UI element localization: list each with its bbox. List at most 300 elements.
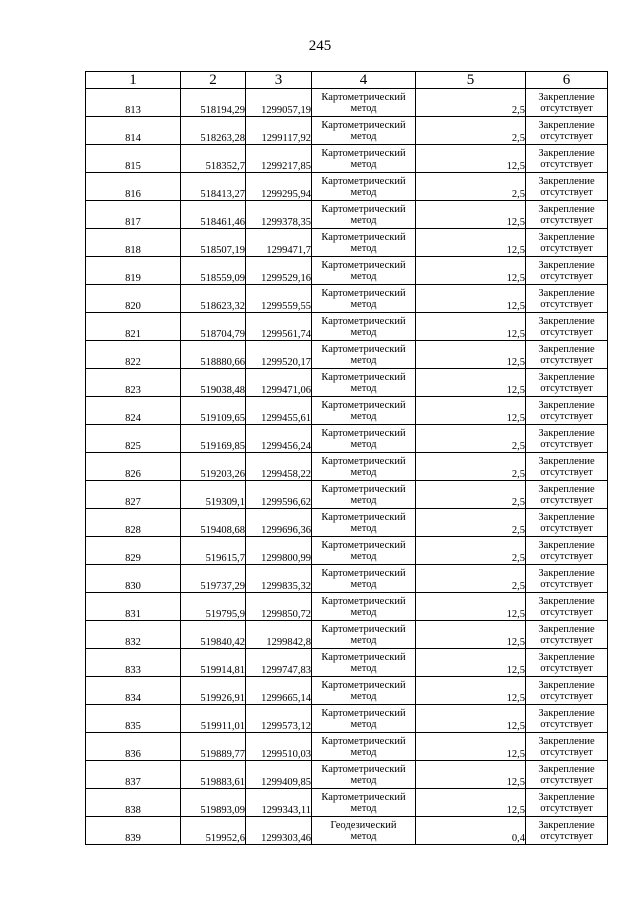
table-row: [86, 145, 608, 173]
column-header: 4: [312, 72, 416, 89]
method-cell-line: Геодезический: [330, 819, 397, 831]
fixing-cell-line: отсутствует: [540, 214, 593, 226]
method-cell: [312, 537, 416, 565]
table-row: [86, 621, 608, 649]
fixing-cell-line: отсутствует: [540, 774, 593, 786]
point-number-cell: 818: [86, 229, 181, 257]
table-header-row: [86, 72, 608, 89]
method-cell: [312, 509, 416, 537]
method-cell-line: метод: [350, 466, 377, 478]
fixing-cell: [526, 285, 608, 313]
fixing-cell-line: Закрепление: [538, 763, 595, 775]
fixing-cell: [526, 453, 608, 481]
method-cell-line: Картометрический: [321, 707, 406, 719]
x-coordinate-cell: 518263,28: [181, 117, 246, 145]
column-header: 3: [246, 72, 312, 89]
fixing-cell: [526, 257, 608, 285]
fixing-cell: [526, 117, 608, 145]
fixing-cell: [526, 733, 608, 761]
point-number-cell: 815: [86, 145, 181, 173]
fixing-cell-line: Закрепление: [538, 595, 595, 607]
point-number-cell: 820: [86, 285, 181, 313]
method-cell-line: метод: [350, 102, 377, 114]
fixing-cell-line: отсутствует: [540, 326, 593, 338]
y-coordinate-cell: 1299343,11: [246, 789, 312, 817]
table-row: [86, 313, 608, 341]
fixing-cell-line: отсутствует: [540, 578, 593, 590]
fixing-cell-line: Закрепление: [538, 707, 595, 719]
table-row: [86, 89, 608, 117]
method-cell-line: Картометрический: [321, 119, 406, 131]
fixing-cell-line: Закрепление: [538, 427, 595, 439]
fixing-cell-line: отсутствует: [540, 550, 593, 562]
fixing-cell-line: отсутствует: [540, 690, 593, 702]
fixing-cell-line: Закрепление: [538, 91, 595, 103]
accuracy-cell: 12,5: [416, 621, 526, 649]
x-coordinate-cell: 519038,48: [181, 369, 246, 397]
fixing-cell-line: Закрепление: [538, 567, 595, 579]
fixing-cell-line: Закрепление: [538, 791, 595, 803]
method-cell: [312, 621, 416, 649]
point-number-cell: 828: [86, 509, 181, 537]
method-cell-line: Картометрический: [321, 147, 406, 159]
table-row: [86, 509, 608, 537]
y-coordinate-cell: 1299456,24: [246, 425, 312, 453]
method-cell-line: метод: [350, 214, 377, 226]
y-coordinate-cell: 1299665,14: [246, 677, 312, 705]
method-cell-line: Картометрический: [321, 623, 406, 635]
method-cell-line: метод: [350, 522, 377, 534]
fixing-cell: [526, 173, 608, 201]
point-number-cell: 822: [86, 341, 181, 369]
table-row: [86, 817, 608, 845]
point-number-cell: 832: [86, 621, 181, 649]
fixing-cell: [526, 201, 608, 229]
point-number-cell: 837: [86, 761, 181, 789]
y-coordinate-cell: 1299217,85: [246, 145, 312, 173]
fixing-cell: [526, 621, 608, 649]
fixing-cell: [526, 537, 608, 565]
fixing-cell-line: отсутствует: [540, 746, 593, 758]
fixing-cell-line: отсутствует: [540, 130, 593, 142]
fixing-cell-line: Закрепление: [538, 483, 595, 495]
table-row: [86, 537, 608, 565]
fixing-cell-line: Закрепление: [538, 679, 595, 691]
method-cell-line: метод: [350, 242, 377, 254]
fixing-cell-line: Закрепление: [538, 175, 595, 187]
method-cell: [312, 705, 416, 733]
accuracy-cell: 12,5: [416, 593, 526, 621]
fixing-cell-line: Закрепление: [538, 259, 595, 271]
method-cell: [312, 285, 416, 313]
accuracy-cell: 2,5: [416, 565, 526, 593]
fixing-cell: [526, 397, 608, 425]
method-cell: [312, 565, 416, 593]
y-coordinate-cell: 1299458,22: [246, 453, 312, 481]
fixing-cell-line: Закрепление: [538, 651, 595, 663]
point-number-cell: 835: [86, 705, 181, 733]
fixing-cell-line: Закрепление: [538, 147, 595, 159]
column-header: 6: [526, 72, 608, 89]
fixing-cell-line: отсутствует: [540, 354, 593, 366]
x-coordinate-cell: 519795,9: [181, 593, 246, 621]
fixing-cell-line: Закрепление: [538, 203, 595, 215]
fixing-cell: [526, 705, 608, 733]
fixing-cell: [526, 341, 608, 369]
x-coordinate-cell: 519914,81: [181, 649, 246, 677]
fixing-cell-line: Закрепление: [538, 735, 595, 747]
method-cell: [312, 733, 416, 761]
method-cell-line: Картометрический: [321, 427, 406, 439]
table-row: [86, 425, 608, 453]
method-cell-line: Картометрический: [321, 539, 406, 551]
table-row: [86, 117, 608, 145]
method-cell-line: метод: [350, 410, 377, 422]
fixing-cell-line: отсутствует: [540, 186, 593, 198]
point-number-cell: 813: [86, 89, 181, 117]
method-cell: [312, 229, 416, 257]
y-coordinate-cell: 1299747,83: [246, 649, 312, 677]
method-cell-line: метод: [350, 718, 377, 730]
fixing-cell: [526, 789, 608, 817]
fixing-cell-line: отсутствует: [540, 522, 593, 534]
x-coordinate-cell: 519309,1: [181, 481, 246, 509]
method-cell: [312, 649, 416, 677]
fixing-cell-line: Закрепление: [538, 819, 595, 831]
accuracy-cell: 2,5: [416, 173, 526, 201]
table-row: [86, 565, 608, 593]
fixing-cell-line: отсутствует: [540, 102, 593, 114]
method-cell-line: Картометрический: [321, 511, 406, 523]
table-row: [86, 677, 608, 705]
table-row: [86, 789, 608, 817]
fixing-cell: [526, 313, 608, 341]
accuracy-cell: 12,5: [416, 761, 526, 789]
accuracy-cell: 2,5: [416, 537, 526, 565]
y-coordinate-cell: 1299559,55: [246, 285, 312, 313]
method-cell-line: Картометрический: [321, 203, 406, 215]
method-cell-line: метод: [350, 298, 377, 310]
y-coordinate-cell: 1299510,03: [246, 733, 312, 761]
point-number-cell: 833: [86, 649, 181, 677]
method-cell: [312, 201, 416, 229]
y-coordinate-cell: 1299561,74: [246, 313, 312, 341]
accuracy-cell: 12,5: [416, 649, 526, 677]
table-row: [86, 229, 608, 257]
point-number-cell: 839: [86, 817, 181, 845]
accuracy-cell: 12,5: [416, 397, 526, 425]
method-cell: [312, 397, 416, 425]
method-cell-line: Картометрический: [321, 595, 406, 607]
fixing-cell-line: отсутствует: [540, 830, 593, 842]
method-cell-line: метод: [350, 494, 377, 506]
y-coordinate-cell: 1299409,85: [246, 761, 312, 789]
fixing-cell-line: Закрепление: [538, 539, 595, 551]
fixing-cell-line: Закрепление: [538, 399, 595, 411]
method-cell: [312, 341, 416, 369]
fixing-cell-line: отсутствует: [540, 466, 593, 478]
method-cell-line: метод: [350, 186, 377, 198]
method-cell-line: метод: [350, 326, 377, 338]
table-row: [86, 285, 608, 313]
table-body: [86, 89, 608, 845]
method-cell-line: Картометрический: [321, 455, 406, 467]
fixing-cell: [526, 425, 608, 453]
x-coordinate-cell: 518352,7: [181, 145, 246, 173]
method-cell-line: метод: [350, 130, 377, 142]
method-cell-line: метод: [350, 578, 377, 590]
method-cell: [312, 257, 416, 285]
accuracy-cell: 0,4: [416, 817, 526, 845]
point-number-cell: 816: [86, 173, 181, 201]
y-coordinate-cell: 1299835,32: [246, 565, 312, 593]
y-coordinate-cell: 1299471,7: [246, 229, 312, 257]
method-cell-line: метод: [350, 802, 377, 814]
accuracy-cell: 12,5: [416, 789, 526, 817]
point-number-cell: 829: [86, 537, 181, 565]
x-coordinate-cell: 518461,46: [181, 201, 246, 229]
x-coordinate-cell: 518413,27: [181, 173, 246, 201]
y-coordinate-cell: 1299057,19: [246, 89, 312, 117]
y-coordinate-cell: 1299800,99: [246, 537, 312, 565]
method-cell-line: метод: [350, 550, 377, 562]
x-coordinate-cell: 519911,01: [181, 705, 246, 733]
accuracy-cell: 12,5: [416, 705, 526, 733]
accuracy-cell: 2,5: [416, 89, 526, 117]
method-cell-line: Картометрический: [321, 763, 406, 775]
method-cell-line: метод: [350, 830, 377, 842]
method-cell-line: Картометрический: [321, 679, 406, 691]
x-coordinate-cell: 518194,29: [181, 89, 246, 117]
point-number-cell: 821: [86, 313, 181, 341]
accuracy-cell: 12,5: [416, 201, 526, 229]
y-coordinate-cell: 1299117,92: [246, 117, 312, 145]
point-number-cell: 814: [86, 117, 181, 145]
column-header: 2: [181, 72, 246, 89]
accuracy-cell: 12,5: [416, 369, 526, 397]
table-row: [86, 369, 608, 397]
method-cell-line: Картометрический: [321, 287, 406, 299]
y-coordinate-cell: 1299295,94: [246, 173, 312, 201]
method-cell-line: Картометрический: [321, 791, 406, 803]
fixing-cell-line: отсутствует: [540, 298, 593, 310]
table-row: [86, 173, 608, 201]
accuracy-cell: 12,5: [416, 285, 526, 313]
x-coordinate-cell: 518507,19: [181, 229, 246, 257]
y-coordinate-cell: 1299378,35: [246, 201, 312, 229]
x-coordinate-cell: 519952,6: [181, 817, 246, 845]
method-cell: [312, 481, 416, 509]
fixing-cell-line: отсутствует: [540, 270, 593, 282]
method-cell: [312, 313, 416, 341]
method-cell-line: Картометрический: [321, 399, 406, 411]
x-coordinate-cell: 519169,85: [181, 425, 246, 453]
x-coordinate-cell: 519840,42: [181, 621, 246, 649]
method-cell: [312, 117, 416, 145]
fixing-cell: [526, 229, 608, 257]
accuracy-cell: 2,5: [416, 453, 526, 481]
method-cell-line: Картометрический: [321, 315, 406, 327]
x-coordinate-cell: 519615,7: [181, 537, 246, 565]
x-coordinate-cell: 518880,66: [181, 341, 246, 369]
x-coordinate-cell: 519109,65: [181, 397, 246, 425]
method-cell: [312, 677, 416, 705]
fixing-cell-line: отсутствует: [540, 438, 593, 450]
table-row: [86, 453, 608, 481]
method-cell-line: Картометрический: [321, 259, 406, 271]
fixing-cell-line: Закрепление: [538, 371, 595, 383]
x-coordinate-cell: 519926,91: [181, 677, 246, 705]
fixing-cell: [526, 145, 608, 173]
accuracy-cell: 2,5: [416, 509, 526, 537]
method-cell: [312, 369, 416, 397]
x-coordinate-cell: 519889,77: [181, 733, 246, 761]
x-coordinate-cell: 519893,09: [181, 789, 246, 817]
y-coordinate-cell: 1299471,06: [246, 369, 312, 397]
y-coordinate-cell: 1299520,17: [246, 341, 312, 369]
method-cell: [312, 425, 416, 453]
fixing-cell: [526, 817, 608, 845]
method-cell: [312, 761, 416, 789]
point-number-cell: 817: [86, 201, 181, 229]
point-number-cell: 827: [86, 481, 181, 509]
page-number: 245: [308, 38, 332, 54]
coordinates-table: [85, 71, 608, 845]
method-cell-line: метод: [350, 270, 377, 282]
method-cell-line: Картометрический: [321, 231, 406, 243]
accuracy-cell: 12,5: [416, 257, 526, 285]
x-coordinate-cell: 519737,29: [181, 565, 246, 593]
fixing-cell: [526, 565, 608, 593]
x-coordinate-cell: 519408,68: [181, 509, 246, 537]
fixing-cell-line: Закрепление: [538, 455, 595, 467]
method-cell: [312, 789, 416, 817]
table-row: [86, 649, 608, 677]
y-coordinate-cell: 1299455,61: [246, 397, 312, 425]
accuracy-cell: 12,5: [416, 733, 526, 761]
fixing-cell-line: отсутствует: [540, 606, 593, 618]
accuracy-cell: 2,5: [416, 481, 526, 509]
fixing-cell-line: Закрепление: [538, 623, 595, 635]
fixing-cell-line: отсутствует: [540, 662, 593, 674]
accuracy-cell: 12,5: [416, 229, 526, 257]
fixing-cell: [526, 481, 608, 509]
fixing-cell: [526, 369, 608, 397]
method-cell-line: метод: [350, 774, 377, 786]
point-number-cell: 838: [86, 789, 181, 817]
x-coordinate-cell: 518704,79: [181, 313, 246, 341]
method-cell: [312, 173, 416, 201]
method-cell-line: метод: [350, 354, 377, 366]
point-number-cell: 819: [86, 257, 181, 285]
point-number-cell: 830: [86, 565, 181, 593]
accuracy-cell: 12,5: [416, 145, 526, 173]
accuracy-cell: 2,5: [416, 117, 526, 145]
method-cell-line: метод: [350, 634, 377, 646]
method-cell: [312, 593, 416, 621]
fixing-cell-line: Закрепление: [538, 511, 595, 523]
method-cell: [312, 817, 416, 845]
accuracy-cell: 12,5: [416, 677, 526, 705]
accuracy-cell: 12,5: [416, 313, 526, 341]
method-cell-line: Картометрический: [321, 371, 406, 383]
fixing-cell: [526, 509, 608, 537]
column-header: 5: [416, 72, 526, 89]
y-coordinate-cell: 1299696,36: [246, 509, 312, 537]
method-cell-line: Картометрический: [321, 91, 406, 103]
method-cell-line: метод: [350, 606, 377, 618]
fixing-cell-line: Закрепление: [538, 315, 595, 327]
y-coordinate-cell: 1299850,72: [246, 593, 312, 621]
fixing-cell-line: отсутствует: [540, 158, 593, 170]
fixing-cell-line: Закрепление: [538, 343, 595, 355]
method-cell-line: Картометрический: [321, 483, 406, 495]
fixing-cell-line: Закрепление: [538, 119, 595, 131]
table-row: [86, 481, 608, 509]
fixing-cell-line: отсутствует: [540, 718, 593, 730]
fixing-cell-line: отсутствует: [540, 494, 593, 506]
table-row: [86, 257, 608, 285]
fixing-cell-line: отсутствует: [540, 802, 593, 814]
x-coordinate-cell: 518623,32: [181, 285, 246, 313]
y-coordinate-cell: 1299573,12: [246, 705, 312, 733]
method-cell-line: Картометрический: [321, 175, 406, 187]
x-coordinate-cell: 518559,09: [181, 257, 246, 285]
point-number-cell: 824: [86, 397, 181, 425]
point-number-cell: 826: [86, 453, 181, 481]
method-cell-line: метод: [350, 662, 377, 674]
point-number-cell: 831: [86, 593, 181, 621]
method-cell-line: метод: [350, 690, 377, 702]
fixing-cell: [526, 761, 608, 789]
fixing-cell-line: Закрепление: [538, 231, 595, 243]
x-coordinate-cell: 519883,61: [181, 761, 246, 789]
point-number-cell: 823: [86, 369, 181, 397]
y-coordinate-cell: 1299303,46: [246, 817, 312, 845]
fixing-cell: [526, 649, 608, 677]
table-row: [86, 593, 608, 621]
fixing-cell-line: отсутствует: [540, 634, 593, 646]
fixing-cell: [526, 593, 608, 621]
table-row: [86, 201, 608, 229]
fixing-cell-line: отсутствует: [540, 382, 593, 394]
method-cell: [312, 453, 416, 481]
method-cell-line: Картометрический: [321, 735, 406, 747]
y-coordinate-cell: 1299529,16: [246, 257, 312, 285]
x-coordinate-cell: 519203,26: [181, 453, 246, 481]
method-cell-line: метод: [350, 382, 377, 394]
accuracy-cell: 12,5: [416, 341, 526, 369]
table-row: [86, 341, 608, 369]
point-number-cell: 836: [86, 733, 181, 761]
accuracy-cell: 2,5: [416, 425, 526, 453]
fixing-cell: [526, 89, 608, 117]
fixing-cell-line: Закрепление: [538, 287, 595, 299]
method-cell-line: метод: [350, 158, 377, 170]
fixing-cell-line: отсутствует: [540, 410, 593, 422]
fixing-cell: [526, 677, 608, 705]
point-number-cell: 834: [86, 677, 181, 705]
table-row: [86, 397, 608, 425]
method-cell-line: метод: [350, 438, 377, 450]
y-coordinate-cell: 1299596,62: [246, 481, 312, 509]
method-cell-line: Картометрический: [321, 343, 406, 355]
method-cell-line: Картометрический: [321, 651, 406, 663]
table-row: [86, 705, 608, 733]
method-cell-line: метод: [350, 746, 377, 758]
table-row: [86, 761, 608, 789]
method-cell: [312, 89, 416, 117]
